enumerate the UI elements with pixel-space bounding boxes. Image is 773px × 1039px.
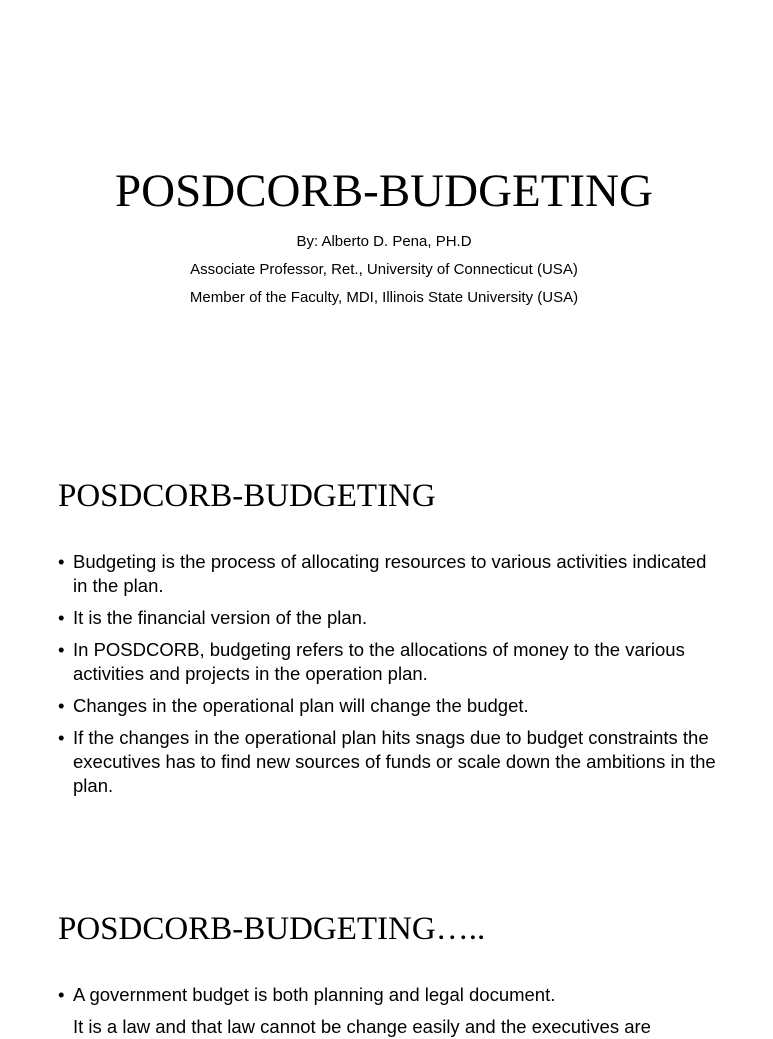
list-item [58, 606, 718, 630]
author-position-line: Associate Professor, Ret., University of Connecticut (USA) [190, 261, 578, 278]
bullet-list [58, 983, 718, 1015]
bullet-list [58, 550, 718, 806]
bullet-text: If the changes in the operational plan hits snags due to budget constraints the executives has to find new sources of funds or scale down the ambitions in the plan. [73, 727, 716, 796]
list-item [58, 983, 718, 1007]
bullet-text: Budgeting is the process of allocating resources to various activities indicated in the plan. [73, 551, 707, 596]
bullet-icon: • [58, 639, 65, 660]
bullet-icon: • [58, 551, 65, 572]
title-slide [0, 0, 768, 432]
content-slide-budgeting-continued [0, 864, 768, 1037]
list-item [58, 726, 718, 798]
cut-off-bullet-text: It is a law and that law cannot be change easily and the executives are [73, 1016, 651, 1037]
author-faculty-line: Member of the Faculty, MDI, Illinois State University (USA) [189, 289, 579, 306]
list-item [58, 638, 718, 686]
list-item [58, 694, 718, 718]
list-item [58, 550, 718, 598]
bullet-icon: • [58, 984, 65, 1005]
author-line: By: Alberto D. Pena, PH.D [296, 233, 472, 250]
content-slide-budgeting [0, 432, 768, 864]
bullet-text: In POSDCORB, budgeting refers to the allocations of money to the various activities and projects in the operation plan. [73, 639, 685, 684]
slide-heading: POSDCORB-BUDGETING….. [58, 911, 486, 947]
bullet-icon: • [58, 727, 65, 748]
bullet-text: It is the financial version of the plan. [73, 607, 368, 628]
presentation-title: POSDCORB-BUDGETING [115, 165, 653, 217]
bullet-icon: • [58, 607, 65, 628]
bullet-text: A government budget is both planning and legal document. [73, 984, 556, 1005]
author-info [0, 228, 768, 312]
slide-heading: POSDCORB-BUDGETING [58, 478, 436, 514]
bullet-icon: • [58, 695, 65, 716]
bullet-text: Changes in the operational plan will change the budget. [73, 695, 529, 716]
